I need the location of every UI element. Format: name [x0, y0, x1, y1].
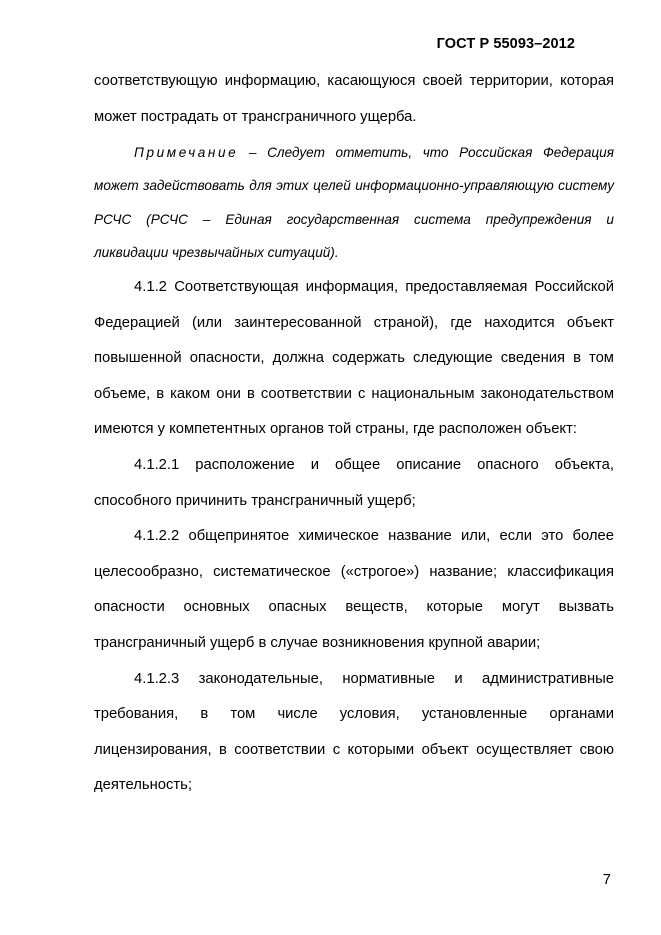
paragraph-continuation: соответствующую информацию, касающуюся своей территории, которая может пострадать от трансграничного ущерба.	[94, 73, 614, 125]
page-number: 7	[602, 872, 611, 888]
page-body	[94, 64, 614, 804]
note-text: – Следует отметить, что Российская Федерация может задействовать для этих целей информационно-управляющую систему РСЧС (РСЧС – Единая государственная система предупреждения и ликвидации чрезвычайных ситуаций).	[94, 145, 614, 260]
paragraph-4-1-2-2: 4.1.2.2 общепринятое химическое название или, если это более целесообразно, систематическое («строгое») название; классификация опасности основных опасных веществ, которые могут вызвать трансграничный ущерб в случае возникновения крупной аварии;	[94, 528, 614, 651]
paragraph-4-1-2-3: 4.1.2.3 законодательные, нормативные и административные требования, в том числе условия, установленные органами лицензирования, в соответствии с которыми объект осуществляет свою деятельность;	[94, 670, 614, 794]
paragraph-4-1-2: 4.1.2 Соответствующая информация, предоставляемая Российской Федерацией (или заинтересованной страной), где находится объект повышенной опасности, должна содержать следующие сведения в том объеме, в каком они в соответствии с национальным законодательством имеются у компетентных органов той страны, где расположен объект:	[94, 279, 614, 438]
note-paragraph	[94, 136, 614, 269]
note-label: Примечание	[134, 145, 239, 161]
document-code-header: ГОСТ Р 55093–2012	[436, 36, 575, 52]
paragraph-4-1-2-1: 4.1.2.1 расположение и общее описание опасного объекта, способного причинить трансграничный ущерб;	[94, 456, 614, 509]
